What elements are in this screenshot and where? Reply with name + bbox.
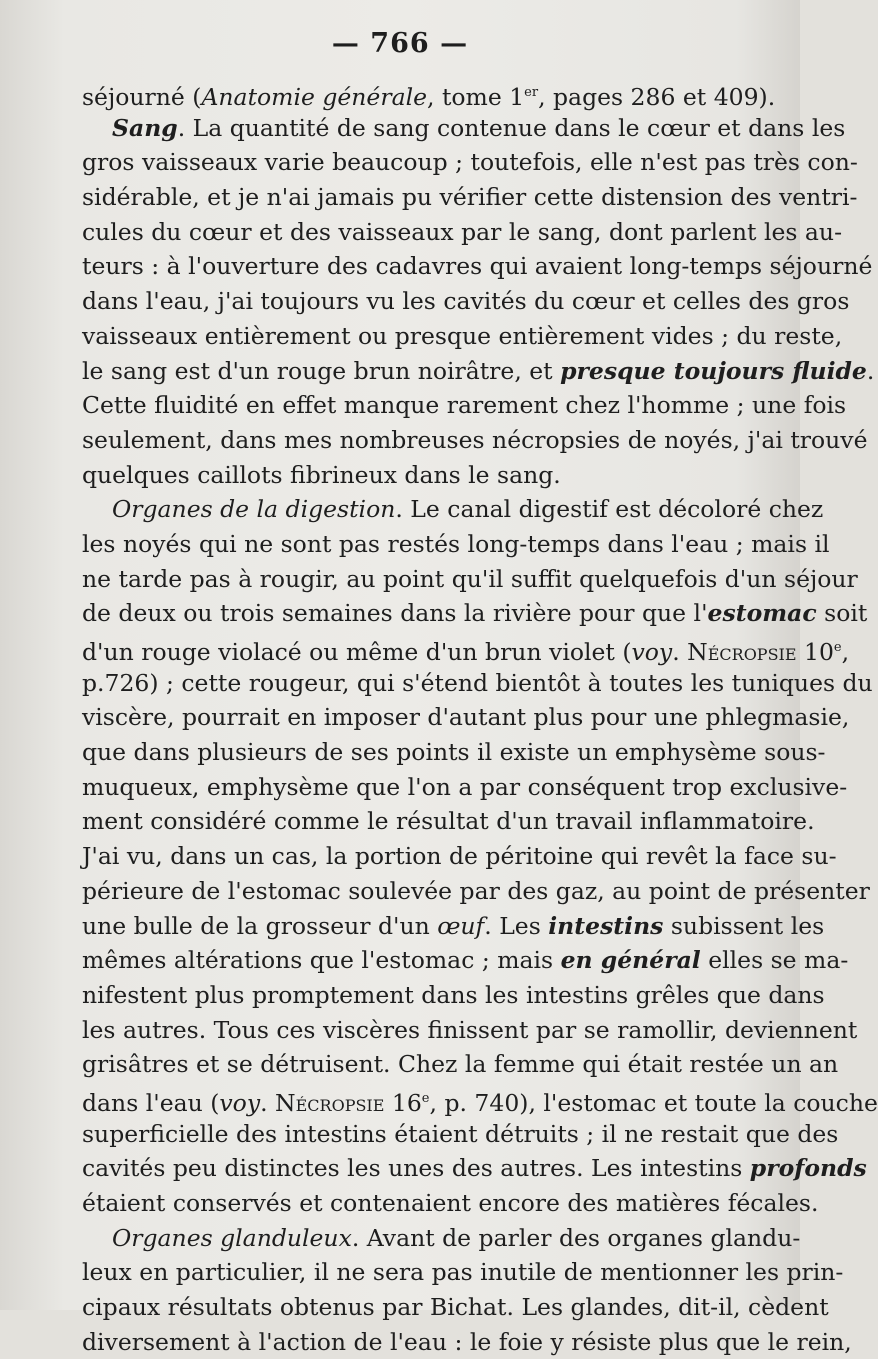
text-line: cavités peu distinctes les unes des autres. Les intestins profonds <box>82 1154 867 1183</box>
text-line: cules du cœur et des vaisseaux par le sang, dont parlent les au- <box>82 217 843 246</box>
text-line: vaisseaux entièrement ou presque entièrement vides ; du reste, <box>82 321 843 350</box>
text-line: d'un rouge violacé ou même d'un brun violet (voy. Nécropsie 10e, <box>82 637 850 666</box>
text-line: superficielle des intestins étaient détruits ; il ne restait que des <box>82 1119 839 1148</box>
text-line: Cette fluidité en effet manque rarement chez l'homme ; une fois <box>82 391 847 420</box>
section-title: Organes glanduleux <box>112 1223 352 1252</box>
section-heading-sang: Sang. La quantité de sang contenue dans le cœur et dans les <box>112 113 846 142</box>
italic-emphasis: profonds <box>749 1154 867 1183</box>
text-line: périeure de l'estomac soulevée par des gaz, au point de présenter <box>82 876 870 905</box>
text-line: nifestent plus promptement dans les intestins grêles que dans <box>82 980 825 1009</box>
section-heading-glandulaires: Organes glanduleux. Avant de parler des organes glandu- <box>112 1223 801 1252</box>
text-line: une bulle de la grosseur d'un œuf. Les intestins subissent les <box>82 911 825 940</box>
text-line: teurs : à l'ouverture des cadavres qui avaient long-temps séjourné <box>82 252 873 281</box>
section-heading-digestion: Organes de la digestion. Le canal digestif est décoloré chez <box>112 495 824 524</box>
text-line: les autres. Tous ces viscères finissent par se ramollir, deviennent <box>82 1015 858 1044</box>
text-line: viscère, pourrait en imposer d'autant plus pour une phlegmasie, <box>82 703 850 732</box>
text-line: séjourné (Anatomie générale, tome 1er, pages 286 et 409). <box>82 82 776 111</box>
text-line: ment considéré comme le résultat d'un travail inflammatoire. <box>82 807 815 836</box>
text-line: dans l'eau (voy. Nécropsie 16e, p. 740), l'estomac et toute la couche <box>82 1088 878 1117</box>
text-line: étaient conservés et contenaient encore des matières fécales. <box>82 1189 819 1217</box>
italic-emphasis: presque toujours fluide <box>560 356 867 385</box>
text-line: mêmes altérations que l'estomac ; mais en général elles se ma- <box>82 946 849 975</box>
text-line: cipaux résultats obtenus par Bichat. Les glandes, dit-il, cèdent <box>82 1293 829 1322</box>
italic-title: Anatomie générale <box>201 82 427 111</box>
text-line: sidérable, et je n'ai jamais pu vérifier cette distension des ventri- <box>82 183 858 212</box>
text-line: leux en particulier, il ne sera pas inutile de mentionner les prin- <box>82 1258 844 1287</box>
text-line: de deux ou trois semaines dans la rivière pour que l'estomac soit <box>82 599 868 628</box>
text-line: le sang est d'un rouge brun noirâtre, et presque toujours fluide. <box>82 356 875 385</box>
section-title: Sang <box>112 113 178 142</box>
text-line: grisâtres et se détruisent. Chez la femme qui était restée un an <box>82 1050 839 1079</box>
italic-emphasis: intestins <box>548 911 664 940</box>
text-line: dans l'eau, j'ai toujours vu les cavités du cœur et celles des gros <box>82 287 850 316</box>
text-line: seulement, dans mes nombreuses nécropsies de noyés, j'ai trouvé <box>82 425 868 454</box>
text-line: J'ai vu, dans un cas, la portion de péritoine qui revêt la face su- <box>82 842 837 871</box>
text-line: gros vaisseaux varie beaucoup ; toutefois, elle n'est pas très con- <box>82 148 858 177</box>
small-caps-ref: Nécropsie <box>275 1088 385 1117</box>
section-title: Organes de la digestion <box>112 495 396 524</box>
body-text <box>82 76 878 1359</box>
italic-emphasis: en général <box>560 946 701 975</box>
text-line: muqueux, emphysème que l'on a par conséquent trop exclusive- <box>82 772 848 801</box>
italic-emphasis: estomac <box>707 599 817 628</box>
small-caps-ref: Nécropsie <box>687 637 797 666</box>
text-line: que dans plusieurs de ses points il existe un emphysème sous- <box>82 738 826 767</box>
text-line: les noyés qui ne sont pas restés long-temps dans l'eau ; mais il <box>82 529 830 558</box>
text-line: diversement à l'action de l'eau : le foie y résiste plus que le rein, <box>82 1327 852 1356</box>
text-line: ne tarde pas à rougir, au point qu'il suffit quelquefois d'un séjour <box>82 564 858 593</box>
page-number: — 766 — <box>331 28 469 59</box>
text-line: quelques caillots fibrineux dans le sang. <box>82 460 561 489</box>
text-line: p.726) ; cette rougeur, qui s'étend bientôt à toutes les tuniques du <box>82 668 873 697</box>
